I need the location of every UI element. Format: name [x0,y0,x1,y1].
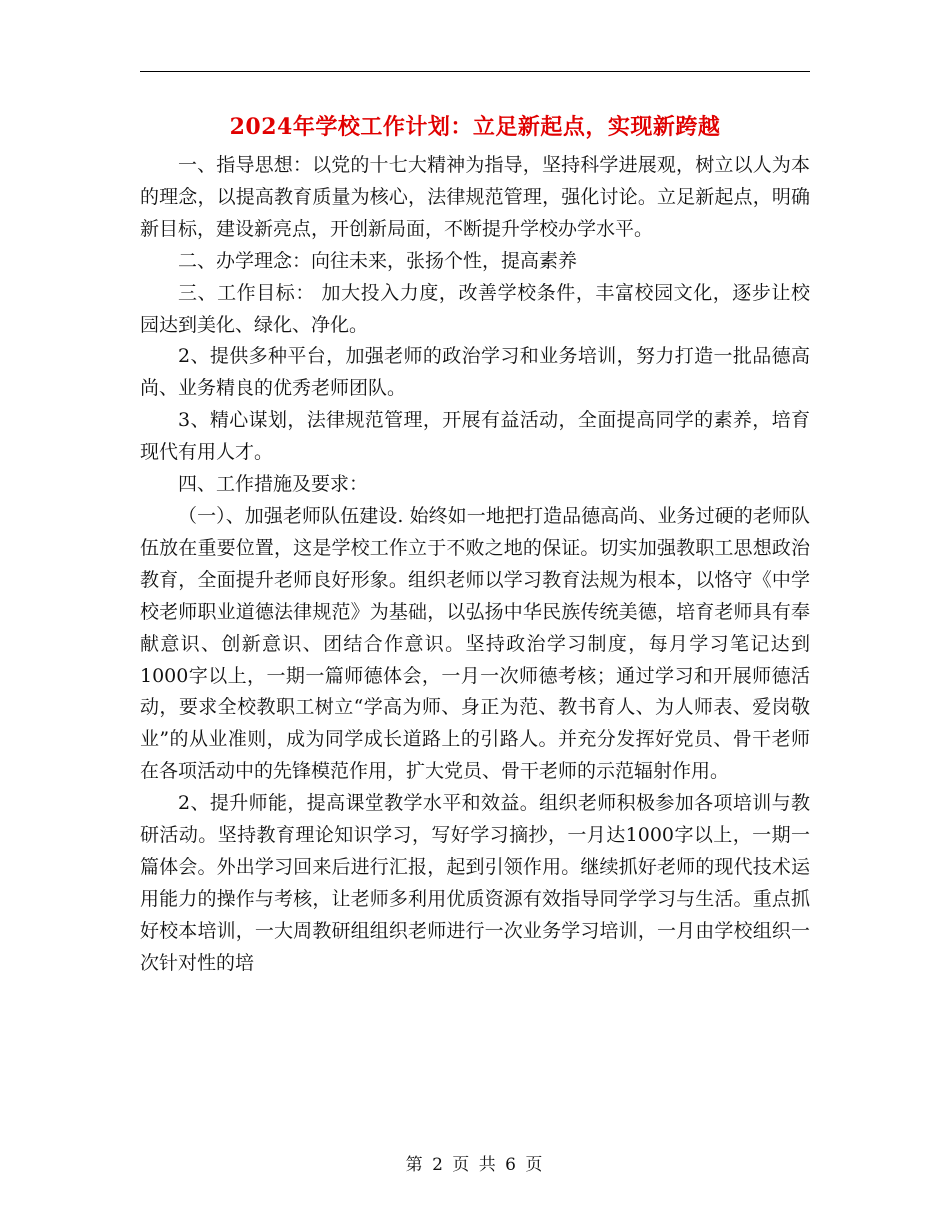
paragraph-school-philosophy: 二、办学理念：向往未来，张扬个性，提高素养 [178,249,578,272]
paragraph-teaching-ability: 2、提升师能，提高课堂教学水平和效益。组织老师积极参加各项培训与教研活动。坚持教育理论知识学习，写好学习摘抄，一月达1000字以上，一期一篇体会。外出学习回来后进行汇报，起到引领作用。继续抓好老师的现代技术运用能力的操作与考核，让老师多利用优质资源有效指导同学学习与生活。重点抓好校本培训，一大周教研组组织老师进行一次业务学习培训，一月由学校组织一次针对性的培 [140,792,810,974]
header-rule [140,71,810,72]
paragraph-goal-3: 3、精心谋划，法律规范管理，开展有益活动，全面提高同学的素养，培育现代有用人才。 [140,409,810,464]
paragraph-goal-2: 2、提供多种平台，加强老师的政治学习和业务培训，努力打造一批品德高尚、业务精良的优秀老师团队。 [140,345,810,400]
document-body [140,150,810,980]
paragraph-work-goals: 三、工作目标： 加大投入力度，改善学校条件，丰富校园文化，逐步让校园达到美化、绿化、净化。 [140,281,810,336]
paragraph-teacher-team: （一）、加强老师队伍建设. 始终如一地把打造品德高尚、业务过硬的老师队伍放在重要位置，这是学校工作立于不败之地的保证。切实加强教职工思想政治教育，全面提升老师良好形象。组织老师以学习教育法规为根本，以恪守《中学校老师职业道德法律规范》为基础，以弘扬中华民族传统美德，培育老师具有奉献意识、创新意识、团结合作意识。坚持政治学习制度，每月学习笔记达到1000字以上，一期一篇师德体会，一月一次师德考核；通过学习和开展师德活动，要求全校教职工树立“学高为师、身正为范、教书育人、为人师表、爱岗敬业”的从业准则，成为同学成长道路上的引路人。并充分发挥好党员、骨干老师在各项活动中的先锋模范作用，扩大党员、骨干老师的示范辐射作用。 [140,504,810,783]
paragraph-guiding-ideology: 一、指导思想：以党的十七大精神为指导，坚持科学进展观，树立以人为本的理念，以提高教育质量为核心，法律规范管理，强化讨论。立足新起点，明确新目标，建设新亮点，开创新局面，不断提升学校办学水平。 [140,154,810,240]
paragraph-measures-heading: 四、工作措施及要求： [178,473,369,496]
document-title: 2024年学校工作计划：立足新起点，实现新跨越 [229,114,721,140]
page-number-footer: 第 2 页 共 6 页 [405,1155,545,1175]
